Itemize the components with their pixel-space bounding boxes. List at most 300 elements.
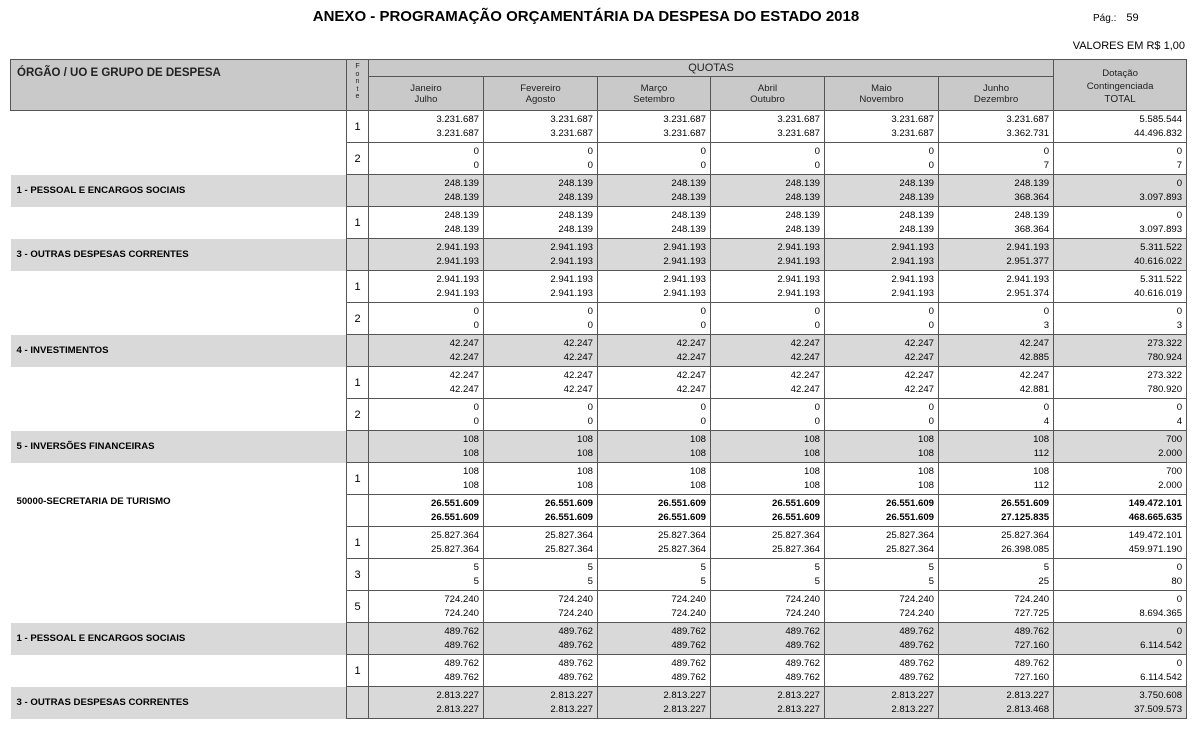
fonte-code (347, 175, 369, 207)
value-first: 0 (700, 305, 706, 317)
value-first: 248.139 (558, 209, 593, 221)
value-second: 108 (803, 447, 820, 459)
value-first: 42.247 (904, 337, 934, 349)
value-second: 26.398.085 (1001, 543, 1050, 555)
value-first: 2.941.193 (436, 273, 479, 285)
quota-cell (939, 207, 1054, 239)
value-second: 25.827.364 (544, 543, 593, 555)
value-second: 5 (700, 575, 706, 587)
quota-cell (939, 463, 1054, 495)
fonte-row (11, 143, 1187, 175)
value-first: 2.941.193 (1006, 241, 1050, 253)
quota-cell (598, 335, 711, 367)
row-label (11, 591, 347, 623)
quota-cell (825, 271, 939, 303)
value-first: 724.240 (671, 593, 706, 605)
value-second: 2.941.193 (550, 287, 593, 299)
quota-cell (825, 207, 939, 239)
quota-cell (825, 111, 939, 143)
value-second: 4 (1176, 415, 1183, 427)
value-first: 108 (689, 465, 706, 477)
month-second-half: Dezembro (973, 93, 1019, 105)
quota-cell (939, 431, 1054, 463)
value-second: 8.694.365 (1139, 607, 1183, 619)
quota-cell (939, 687, 1054, 719)
value-second: 108 (803, 479, 820, 491)
quota-cell (711, 527, 825, 559)
value-first: 248.139 (785, 177, 820, 189)
value-second: 727.160 (1014, 639, 1050, 651)
quota-cell (711, 591, 825, 623)
value-first: 149.472.101 (1128, 497, 1183, 509)
value-second: 2.951.374 (1006, 287, 1050, 299)
fonte-code: 1 (347, 463, 369, 495)
fonte-code (347, 623, 369, 655)
fonte-header-letter: n (355, 78, 360, 85)
value-first: 2.941.193 (1006, 273, 1050, 285)
quota-cell (484, 591, 598, 623)
value-first: 42.247 (676, 369, 706, 381)
value-first: 3.231.687 (663, 113, 706, 125)
value-second: 4 (1043, 415, 1050, 427)
value-second: 0 (473, 415, 479, 427)
fonte-code (347, 239, 369, 271)
row-label (11, 655, 347, 687)
value-second: 2.941.193 (663, 255, 706, 267)
value-second: 108 (462, 447, 479, 459)
value-second: 6.114.542 (1140, 671, 1183, 683)
value-first: 2.941.193 (891, 241, 934, 253)
value-second: 2.941.193 (891, 255, 934, 267)
fonte-code: 1 (347, 207, 369, 239)
value-second: 5 (814, 575, 820, 587)
value-second: 2.941.193 (436, 255, 479, 267)
value-second: 2.941.193 (891, 287, 934, 299)
value-first: 0 (473, 145, 479, 157)
quota-cell (484, 687, 598, 719)
quota-cell (369, 431, 484, 463)
value-first: 248.139 (558, 177, 593, 189)
quota-cell (598, 431, 711, 463)
value-second: 2.813.227 (663, 703, 706, 715)
value-second: 2.813.468 (1006, 703, 1050, 715)
quota-cell (825, 655, 939, 687)
month-second-half: Julho (414, 93, 438, 105)
value-second: 2.941.193 (550, 255, 593, 267)
value-first: 489.762 (1014, 657, 1050, 669)
value-second: 0 (700, 159, 706, 171)
quota-cell (369, 271, 484, 303)
row-label: 5 - INVERSÕES FINANCEIRAS (11, 431, 347, 463)
value-first: 0 (1176, 561, 1183, 573)
quota-cell (825, 239, 939, 271)
row-label (11, 399, 347, 431)
fonte-row (11, 527, 1187, 559)
value-second: 0 (473, 159, 479, 171)
quota-cell (369, 655, 484, 687)
month-first-half: Junho (982, 82, 1010, 94)
value-first: 42.247 (449, 369, 479, 381)
value-second: 0 (928, 415, 934, 427)
value-first: 0 (700, 401, 706, 413)
value-first: 5.311.522 (1140, 241, 1183, 253)
fonte-code: 2 (347, 303, 369, 335)
value-second: 489.762 (785, 671, 820, 683)
value-first: 3.231.687 (1006, 113, 1050, 125)
value-first: 489.762 (671, 625, 706, 637)
value-second: 727.160 (1014, 671, 1050, 683)
value-first: 108 (803, 465, 820, 477)
value-second: 25 (1038, 575, 1050, 587)
quota-cell (825, 463, 939, 495)
value-second: 108 (689, 479, 706, 491)
value-first: 2.941.193 (777, 273, 820, 285)
value-second: 248.139 (785, 223, 820, 235)
quota-cell (825, 175, 939, 207)
value-second: 42.247 (790, 383, 820, 395)
quota-cell (484, 495, 598, 527)
quota-cell (825, 623, 939, 655)
fonte-code: 2 (347, 143, 369, 175)
value-second: 5 (587, 575, 593, 587)
month-second-half: Outubro (750, 93, 785, 105)
value-first: 700 (1166, 433, 1183, 445)
value-second: 5 (928, 575, 934, 587)
quota-cell (484, 559, 598, 591)
value-second: 0 (587, 415, 593, 427)
month-column-header (711, 77, 825, 111)
value-first: 26.551.609 (885, 497, 934, 509)
page-indicator (1093, 12, 1139, 24)
value-first: 5 (1043, 561, 1050, 573)
quota-cell (825, 687, 939, 719)
value-first: 0 (1043, 401, 1050, 413)
value-second: 108 (576, 479, 593, 491)
value-second: 0 (814, 415, 820, 427)
value-second: 2.941.193 (663, 287, 706, 299)
value-second: 3.097.893 (1139, 223, 1183, 235)
value-second: 108 (917, 479, 934, 491)
value-first: 489.762 (785, 625, 820, 637)
value-first: 0 (1043, 145, 1050, 157)
quota-cell (939, 143, 1054, 175)
total-cell (1054, 623, 1187, 655)
quota-cell (369, 623, 484, 655)
quota-cell (369, 367, 484, 399)
row-label (11, 111, 347, 143)
value-first: 149.472.101 (1128, 529, 1183, 541)
quota-cell (711, 367, 825, 399)
value-second: 2.951.377 (1006, 255, 1050, 267)
value-first: 489.762 (785, 657, 820, 669)
value-second: 108 (689, 447, 706, 459)
value-first: 2.813.227 (663, 689, 706, 701)
value-second: 2.000 (1158, 447, 1183, 459)
value-second: 248.139 (444, 223, 479, 235)
quota-cell (939, 111, 1054, 143)
value-second: 0 (587, 319, 593, 331)
value-first: 42.247 (676, 337, 706, 349)
quota-cell (711, 303, 825, 335)
value-first: 489.762 (899, 625, 934, 637)
value-second: 26.551.609 (885, 511, 934, 523)
value-first: 0 (928, 401, 934, 413)
row-label (11, 271, 347, 303)
total-cell (1054, 303, 1187, 335)
row-label (11, 207, 347, 239)
value-second: 42.247 (449, 383, 479, 395)
value-first: 273.322 (1147, 369, 1183, 381)
value-second: 26.551.609 (657, 511, 706, 523)
value-first: 489.762 (1014, 625, 1050, 637)
total-cell (1054, 399, 1187, 431)
quota-cell (369, 559, 484, 591)
value-first: 108 (917, 465, 934, 477)
value-second: 780.920 (1147, 383, 1183, 395)
value-first: 248.139 (785, 209, 820, 221)
value-first: 108 (576, 433, 593, 445)
value-first: 0 (1176, 177, 1183, 189)
month-second-half: Novembro (859, 93, 904, 105)
value-first: 26.551.609 (1001, 497, 1050, 509)
value-first: 248.139 (899, 209, 934, 221)
month-column-header (369, 77, 484, 111)
fonte-header-letter: t (356, 85, 359, 93)
fonte-code (347, 687, 369, 719)
value-second: 724.240 (899, 607, 934, 619)
value-second: 3.362.731 (1006, 127, 1050, 139)
quota-cell (939, 175, 1054, 207)
value-first: 248.139 (671, 177, 706, 189)
value-first: 0 (1176, 657, 1183, 669)
dotacao-label: Dotação (1102, 68, 1138, 79)
quota-cell (939, 367, 1054, 399)
quota-cell (711, 111, 825, 143)
group-row (11, 335, 1187, 367)
value-second: 2.941.193 (436, 287, 479, 299)
quota-cell (711, 399, 825, 431)
value-second: 42.247 (563, 383, 593, 395)
quota-cell (484, 239, 598, 271)
quota-cell (825, 431, 939, 463)
value-second: 248.139 (671, 223, 706, 235)
value-first: 25.827.364 (544, 529, 593, 541)
value-first: 3.231.687 (436, 113, 479, 125)
quota-cell (369, 303, 484, 335)
value-second: 3 (1176, 319, 1183, 331)
value-second: 6.114.542 (1140, 639, 1183, 651)
value-second: 26.551.609 (430, 511, 479, 523)
row-label (11, 367, 347, 399)
quota-cell (825, 495, 939, 527)
value-second: 3.231.687 (663, 127, 706, 139)
quota-cell (711, 143, 825, 175)
month-column-header (598, 77, 711, 111)
group-row (11, 431, 1187, 463)
value-first: 489.762 (558, 625, 593, 637)
value-first: 0 (473, 401, 479, 413)
total-cell (1054, 239, 1187, 271)
value-second: 42.247 (676, 351, 706, 363)
value-second: 40.616.019 (1134, 287, 1183, 299)
value-first: 0 (814, 145, 820, 157)
value-first: 2.941.193 (550, 273, 593, 285)
value-first: 42.247 (790, 369, 820, 381)
fonte-header-letter: o (355, 70, 360, 78)
value-second: 248.139 (444, 191, 479, 203)
value-first: 25.827.364 (1001, 529, 1050, 541)
row-label (11, 303, 347, 335)
quota-cell (939, 335, 1054, 367)
value-first: 108 (917, 433, 934, 445)
quota-cell (484, 175, 598, 207)
month-second-half: Setembro (633, 93, 675, 105)
fonte-row (11, 655, 1187, 687)
value-first: 489.762 (558, 657, 593, 669)
value-first: 0 (1176, 625, 1183, 637)
value-second: 42.881 (1019, 383, 1050, 395)
quota-cell (484, 111, 598, 143)
value-first: 108 (1033, 433, 1050, 445)
value-second: 3.231.687 (891, 127, 934, 139)
value-first: 42.247 (904, 369, 934, 381)
value-first: 0 (1176, 305, 1183, 317)
quota-cell (939, 399, 1054, 431)
month-first-half: Fevereiro (520, 82, 561, 94)
quota-cell (369, 687, 484, 719)
fonte-code: 1 (347, 111, 369, 143)
total-cell (1054, 207, 1187, 239)
value-second: 2.813.227 (436, 703, 479, 715)
budget-table (10, 59, 1187, 719)
fonte-code: 1 (347, 367, 369, 399)
total-cell (1054, 431, 1187, 463)
quota-cell (939, 495, 1054, 527)
value-first: 489.762 (444, 657, 479, 669)
table-body (11, 111, 1187, 719)
value-second: 37.509.573 (1134, 703, 1183, 715)
quota-cell (939, 623, 1054, 655)
quota-cell (825, 335, 939, 367)
total-cell (1054, 175, 1187, 207)
value-first: 0 (700, 145, 706, 157)
fonte-code (347, 431, 369, 463)
value-first: 26.551.609 (771, 497, 820, 509)
value-first: 108 (803, 433, 820, 445)
quota-cell (598, 367, 711, 399)
group-row (11, 239, 1187, 271)
value-second: 2.000 (1158, 479, 1183, 491)
value-second: 724.240 (671, 607, 706, 619)
value-first: 0 (1176, 401, 1183, 413)
value-first: 3.750.608 (1139, 689, 1183, 701)
value-first: 724.240 (899, 593, 934, 605)
value-second: 3.231.687 (436, 127, 479, 139)
quota-cell (369, 207, 484, 239)
value-second: 3 (1043, 319, 1050, 331)
value-first: 2.941.193 (663, 273, 706, 285)
value-second: 468.665.635 (1128, 511, 1183, 523)
fonte-row (11, 591, 1187, 623)
month-second-half: Agosto (525, 93, 556, 105)
quota-cell (598, 591, 711, 623)
value-first: 248.139 (1014, 209, 1050, 221)
value-second: 5 (473, 575, 479, 587)
total-cell (1054, 591, 1187, 623)
value-first: 489.762 (899, 657, 934, 669)
value-second: 489.762 (444, 639, 479, 651)
value-second: 724.240 (785, 607, 820, 619)
group-row (11, 175, 1187, 207)
value-second: 2.941.193 (777, 287, 820, 299)
value-first: 248.139 (444, 177, 479, 189)
value-first: 489.762 (671, 657, 706, 669)
fonte-row (11, 559, 1187, 591)
quotas-header: QUOTAS (369, 60, 1054, 77)
quota-cell (939, 271, 1054, 303)
quota-cell (825, 527, 939, 559)
quota-cell (711, 687, 825, 719)
row-label: 4 - INVESTIMENTOS (11, 335, 347, 367)
value-second: 489.762 (444, 671, 479, 683)
value-first: 3.231.687 (550, 113, 593, 125)
month-column-header (484, 77, 598, 111)
value-second: 42.885 (1019, 351, 1050, 363)
fonte-code: 5 (347, 591, 369, 623)
value-second: 727.725 (1014, 607, 1050, 619)
quota-cell (369, 335, 484, 367)
month-first-half: Janeiro (410, 82, 442, 94)
value-second: 459.971.190 (1128, 543, 1183, 555)
fonte-row (11, 367, 1187, 399)
value-second: 3.097.893 (1139, 191, 1183, 203)
value-first: 0 (1043, 305, 1050, 317)
value-second: 42.247 (449, 351, 479, 363)
value-first: 25.827.364 (771, 529, 820, 541)
month-column-header (825, 77, 939, 111)
quota-cell (711, 623, 825, 655)
quota-cell (825, 143, 939, 175)
quota-cell (369, 591, 484, 623)
quota-cell (484, 303, 598, 335)
value-first: 108 (689, 433, 706, 445)
quota-cell (711, 495, 825, 527)
value-first: 5 (928, 561, 934, 573)
page-number: 59 (1126, 12, 1139, 24)
value-first: 0 (814, 305, 820, 317)
quota-cell (369, 399, 484, 431)
value-first: 42.247 (563, 369, 593, 381)
value-second: 3.231.687 (550, 127, 593, 139)
row-label: 3 - OUTRAS DESPESAS CORRENTES (11, 239, 347, 271)
row-label (11, 559, 347, 591)
total-cell (1054, 335, 1187, 367)
value-second: 25.827.364 (771, 543, 820, 555)
value-second: 27.125.835 (1001, 511, 1050, 523)
value-second: 108 (917, 447, 934, 459)
total-cell (1054, 271, 1187, 303)
month-first-half: Abril (757, 82, 778, 94)
value-second: 489.762 (671, 639, 706, 651)
value-first: 0 (587, 145, 593, 157)
quota-cell (369, 143, 484, 175)
total-cell (1054, 655, 1187, 687)
row-label: 50000-SECRETARIA DE TURISMO (16, 495, 171, 507)
value-first: 724.240 (444, 593, 479, 605)
quota-cell (598, 559, 711, 591)
fonte-code: 3 (347, 559, 369, 591)
value-second: 42.247 (904, 351, 934, 363)
